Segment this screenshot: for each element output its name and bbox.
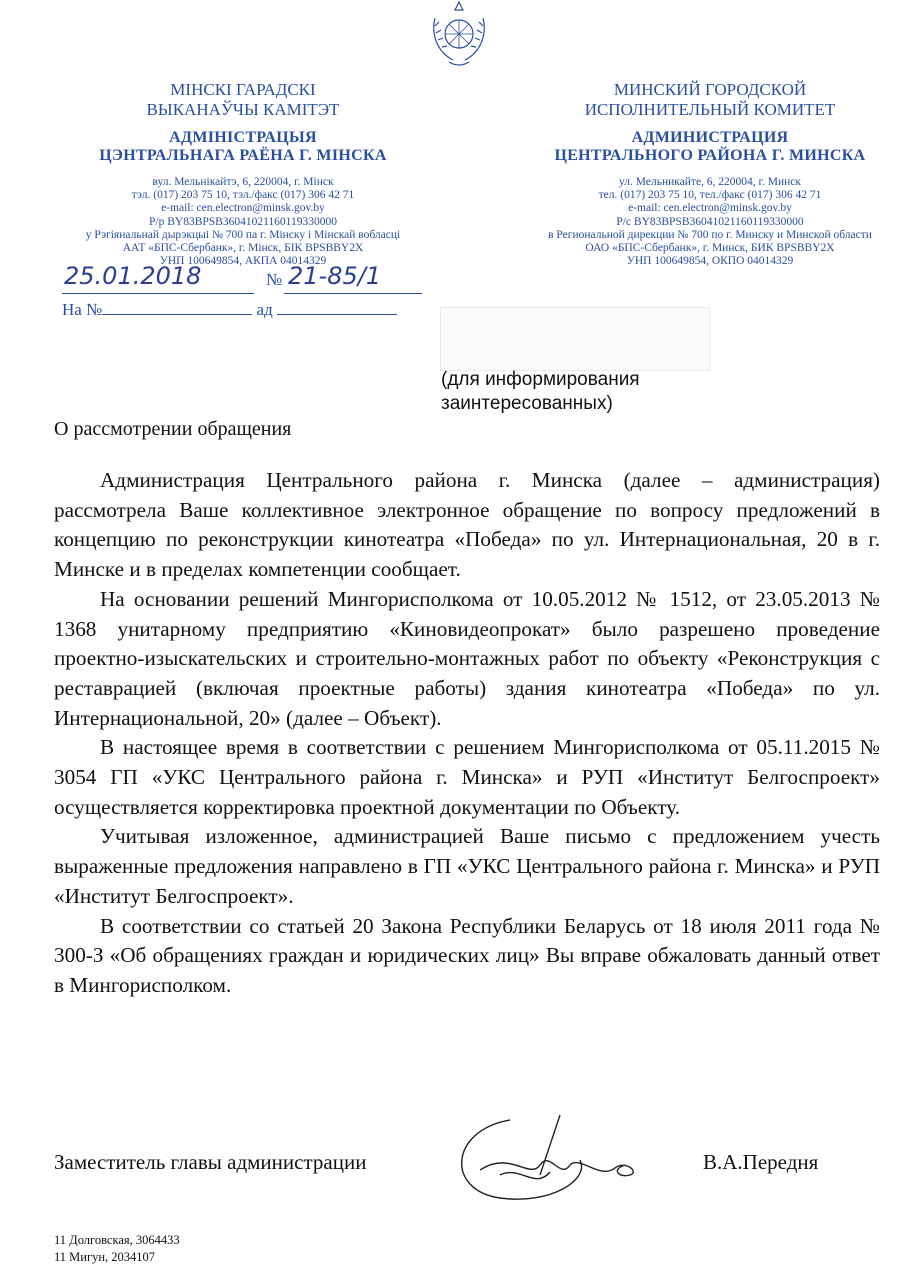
org-line-2-ru: ИСПОЛНИТЕЛЬНЫЙ КОМИТЕТ bbox=[584, 99, 836, 119]
executor-contacts bbox=[54, 1232, 180, 1266]
redacted-recipient bbox=[440, 307, 710, 371]
org-line-1-ru: МИНСКИЙ ГОРОДСКОЙ bbox=[613, 80, 807, 99]
details-line: ОАО «БПС-Сбербанк», г. Минск, БИК BPSBBY2X bbox=[585, 241, 835, 254]
outgoing-number: 21-85/1 bbox=[288, 262, 382, 290]
signatory-title: Заместитель главы администрации bbox=[54, 1150, 367, 1174]
details-line: e-mail: cen.electron@minsk.gov.by bbox=[161, 202, 325, 215]
details-line: у Рэгіянальнай дырэкцыі № 700 па г. Мінску і Мінскай вобласці bbox=[85, 228, 401, 241]
paragraph: В настоящее время в соответствии с решением Мингорисполкома от 05.11.2015 № 3054 ГП «УКС Центрального района г. Минска» и РУП «Институт Белгоспроект» осуществляется корректировка проектной документации по Объекту. bbox=[54, 735, 880, 819]
contact-line: 11 Долговская, 3064433 bbox=[54, 1233, 180, 1247]
admin-line-1-ru: АДМИНИСТРАЦИЯ bbox=[631, 129, 789, 147]
admin-line-2-ru: ЦЕНТРАЛЬНОГО РАЙОНА Г. МИНСКА bbox=[554, 147, 866, 165]
details-line: Р/с BY83BPSB36041021160119330000 bbox=[616, 215, 804, 228]
reference-line bbox=[62, 300, 397, 320]
admin-line-1-by: АДМІНІСТРАЦЫЯ bbox=[169, 129, 317, 147]
letter-body bbox=[54, 466, 880, 1001]
admin-line-2-by: ЦЭНТРАЛЬНАГА РАЁНА Г. МІНСКА bbox=[99, 147, 387, 165]
org-line-2-by: ВЫКАНАЎЧЫ КАМІТЭТ bbox=[146, 99, 340, 119]
paragraph: Учитывая изложенное, администрацией Ваше письмо с предложением учесть выраженные предложения направлено в ГП «УКС Центрального района г. Минска» и РУП «Институт Белгоспроект». bbox=[54, 824, 880, 908]
org-line-1-by: МІНСКІ ГАРАДСКІ bbox=[170, 80, 316, 99]
details-line: в Региональной дирекции № 700 по г. Минску и Минской области bbox=[548, 228, 872, 241]
details-line: Р/р BY83BPSB36041021160119330000 bbox=[149, 215, 337, 228]
reference-label: На № bbox=[62, 300, 103, 319]
handwritten-signature bbox=[440, 1110, 680, 1210]
paragraph: Администрация Центрального района г. Минска (далее – администрация) рассмотрела Ваше коллективное электронное обращение по вопросу предложений в концепцию по реконструкции кинотеатра «Победа» по ул. Интернациональная, 20 в г. Минске и в пределах компетенции сообщает. bbox=[54, 468, 880, 582]
recipient-note-line: заинтересованных) bbox=[441, 392, 613, 414]
state-emblem-icon bbox=[423, 0, 495, 72]
paragraph: В соответствии со статьей 20 Закона Республики Беларусь от 18 июля 2011 года № 300-З «Об обращениях граждан и юридических лиц» Вы вправе обжаловать данный ответ в Мингорисполком. bbox=[54, 913, 880, 997]
signatory-name: В.А.Передня bbox=[703, 1150, 819, 1174]
details-line: e-mail: cen.electron@minsk.gov.by bbox=[628, 202, 792, 215]
details-line: УНП 100649854, ОКПО 04014329 bbox=[626, 255, 794, 268]
subject: О рассмотрении обращения bbox=[54, 418, 292, 440]
outgoing-date: 25.01.2018 bbox=[64, 262, 202, 290]
details-line: УНП 100649854, АКПА 04014329 bbox=[159, 255, 327, 268]
contact-line: 11 Мигун, 2034107 bbox=[54, 1249, 156, 1264]
details-line: ААТ «БПС-Сбербанк», г. Мінск, БІК BPSBBY2X bbox=[122, 241, 364, 254]
details-line: вул. Мельнікайтэ, 6, 220004, г. Мінск bbox=[152, 175, 334, 188]
reference-from-label: ад bbox=[256, 300, 273, 319]
recipient-note-line: (для информирования bbox=[441, 369, 640, 390]
recipient-note bbox=[441, 368, 640, 416]
paragraph: На основании решений Мингорисполкома от 10.05.2012 № 1512, от 23.05.2013 № 1368 унитарному предприятию «Киновидеопрокат» было разрешено проведение проектно-изыскательских и строительно-монтажных работ по объекту «Реконструкция с реставрацией (включая проектные работы) здания кинотеатра «Победа» по ул. Интернациональной, 20» (далее – Объект). bbox=[54, 586, 880, 730]
details-line: тел. (017) 203 75 10, тел./факс (017) 306 42 71 bbox=[598, 189, 822, 202]
registration-line bbox=[62, 262, 422, 296]
header-left bbox=[48, 80, 438, 268]
header-right bbox=[510, 80, 910, 268]
details-line: тэл. (017) 203 75 10, тэл./факс (017) 306 42 71 bbox=[131, 189, 355, 202]
number-label: № bbox=[266, 270, 283, 289]
details-line: ул. Мельникайте, 6, 220004, г. Минск bbox=[619, 175, 801, 188]
